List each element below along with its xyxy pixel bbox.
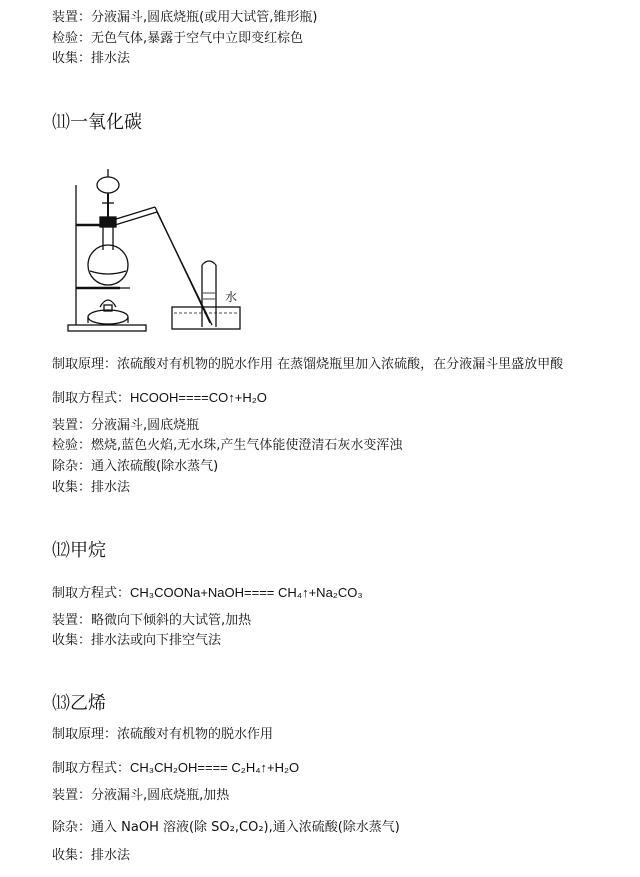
water-trough <box>172 307 240 329</box>
co-apparatus-diagram <box>60 165 250 340</box>
ethylene-principle-line: 制取原理：浓硫酸对有机物的脱水作用 <box>52 727 274 742</box>
water-label: 水 <box>225 290 238 304</box>
methane-collect-line: 收集：排水法或向下排空气法 <box>52 633 222 648</box>
methane-equation-line: 制取方程式：CH₃COONa+NaOH==== CH₄↑+Na₂CO₃ <box>52 585 363 600</box>
flask-stopper <box>100 217 116 227</box>
ethylene-apparatus-line: 装置：分液漏斗,圆底烧瓶,加热 <box>52 788 230 803</box>
co-test-line: 检验：燃烧,蓝色火焰,无水珠,产生气体能使澄清石灰水变浑浊 <box>52 438 403 453</box>
alcohol-lamp <box>88 310 128 324</box>
ethylene-purify-line: 除杂：通入 NaOH 溶液(除 SO₂,CO₂),通入浓硫酸(除水蒸气) <box>52 820 400 835</box>
top-test-line: 检验：无色气体,暴露于空气中立即变红棕色 <box>52 31 304 46</box>
ethylene-heading: ⒀乙烯 <box>52 693 106 714</box>
ethylene-equation-line: 制取方程式：CH₃CH₂OH==== C₂H₄↑+H₂O <box>52 760 300 775</box>
co-equation-line: 制取方程式：HCOOH====CO↑+H₂O <box>52 390 267 405</box>
methane-heading: ⑿甲烷 <box>52 540 106 561</box>
top-collect-line: 收集：排水法 <box>52 51 131 66</box>
co-apparatus-line: 装置：分液漏斗,圆底烧瓶 <box>52 418 200 433</box>
co-purify-line: 除杂：通入浓硫酸(除水蒸气) <box>52 459 219 474</box>
funnel-bulb <box>97 177 119 193</box>
ethylene-collect-line: 收集：排水法 <box>52 848 131 863</box>
collecting-tube <box>202 261 216 327</box>
co-collect-line: 收集：排水法 <box>52 480 131 495</box>
stand-base <box>68 325 146 331</box>
co-principle-line: 制取原理：浓硫酸对有机物的脱水作用 在蒸馏烧瓶里加入浓硫酸，在分液漏斗里盛放甲酸 <box>52 357 564 372</box>
burner-flame <box>100 300 116 307</box>
top-apparatus-line: 装置：分液漏斗,圆底烧瓶(或用大试管,锥形瓶) <box>52 10 318 25</box>
round-bottom-flask <box>88 245 128 285</box>
co-heading: ⑾一氧化碳 <box>52 112 142 133</box>
methane-apparatus-line: 装置：略微向下倾斜的大试管,加热 <box>52 613 252 628</box>
